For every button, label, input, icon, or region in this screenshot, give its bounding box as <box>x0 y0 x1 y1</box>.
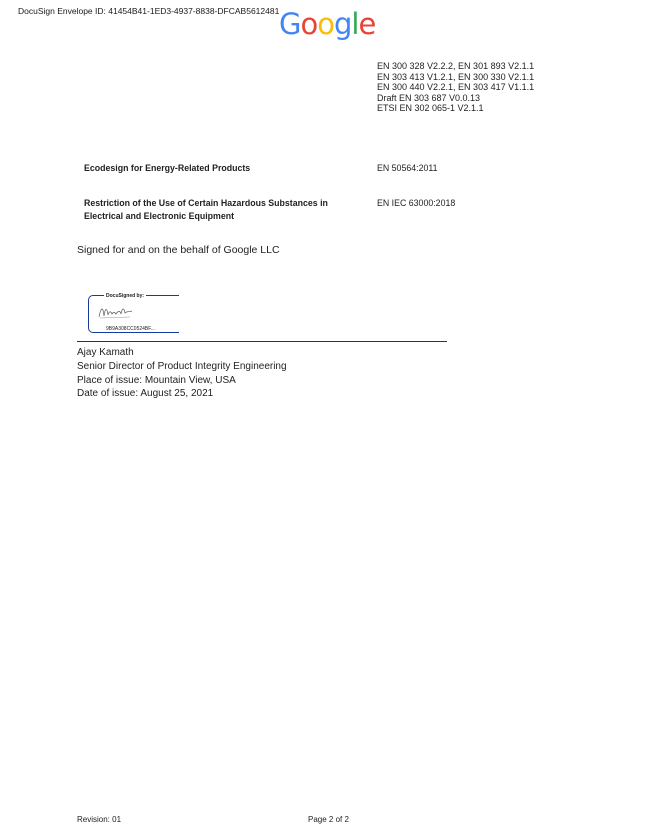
place-of-issue: Place of issue: Mountain View, USA <box>77 374 236 386</box>
signed-for-text: Signed for and on the behalf of Google LLC <box>77 244 280 256</box>
logo-letter: o <box>317 7 334 41</box>
directive-standard: EN 50564:2011 <box>377 163 438 173</box>
google-logo <box>279 7 376 41</box>
logo-letter: o <box>300 7 318 41</box>
docusign-envelope-id: DocuSign Envelope ID: 41454B41-1ED3-4937-8838-DFCAB5612481 <box>18 6 280 16</box>
logo-letter: e <box>358 7 376 41</box>
directive-label-line: Ecodesign for Energy-Related Products <box>84 163 251 173</box>
logo-letter: G <box>279 7 301 41</box>
standard-line: EN 303 413 V1.2.1, EN 300 330 V2.1.1 <box>377 71 535 82</box>
standard-line: EN 300 328 V2.2.2, EN 301 893 V2.1.1 <box>377 61 535 71</box>
directive-standard: EN IEC 63000:2018 <box>377 198 456 208</box>
standard-line: ETSI EN 302 065-1 V2.1.1 <box>377 103 484 113</box>
directive-label-line: Electrical and Electronic Equipment <box>84 210 235 221</box>
standards-list <box>377 61 534 114</box>
handwritten-signature <box>96 302 136 322</box>
directive-label <box>84 162 250 175</box>
signer-block <box>77 346 287 401</box>
signature-line <box>77 341 447 342</box>
standard-line: Draft EN 303 687 V0.0.13 <box>377 92 481 103</box>
standard-line: EN 300 440 V2.2.1, EN 303 417 V1.1.1 <box>377 82 535 92</box>
signer-name: Ajay Kamath <box>77 347 134 358</box>
logo-letter: g <box>333 7 352 41</box>
docusigned-by-label: DocuSigned by: <box>106 293 145 299</box>
directive-label <box>84 197 328 222</box>
directive-label-line: Restriction of the Use of Certain Hazardous Substances in <box>84 198 328 208</box>
page-number: Page 2 of 2 <box>308 815 349 824</box>
revision-label: Revision: 01 <box>77 815 122 824</box>
signer-title: Senior Director of Product Integrity Engineering <box>77 360 287 372</box>
docusign-code: 9B9A308CC0524BF... <box>106 326 155 332</box>
logo-letter: l <box>351 7 359 41</box>
date-of-issue: Date of issue: August 25, 2021 <box>77 388 214 400</box>
